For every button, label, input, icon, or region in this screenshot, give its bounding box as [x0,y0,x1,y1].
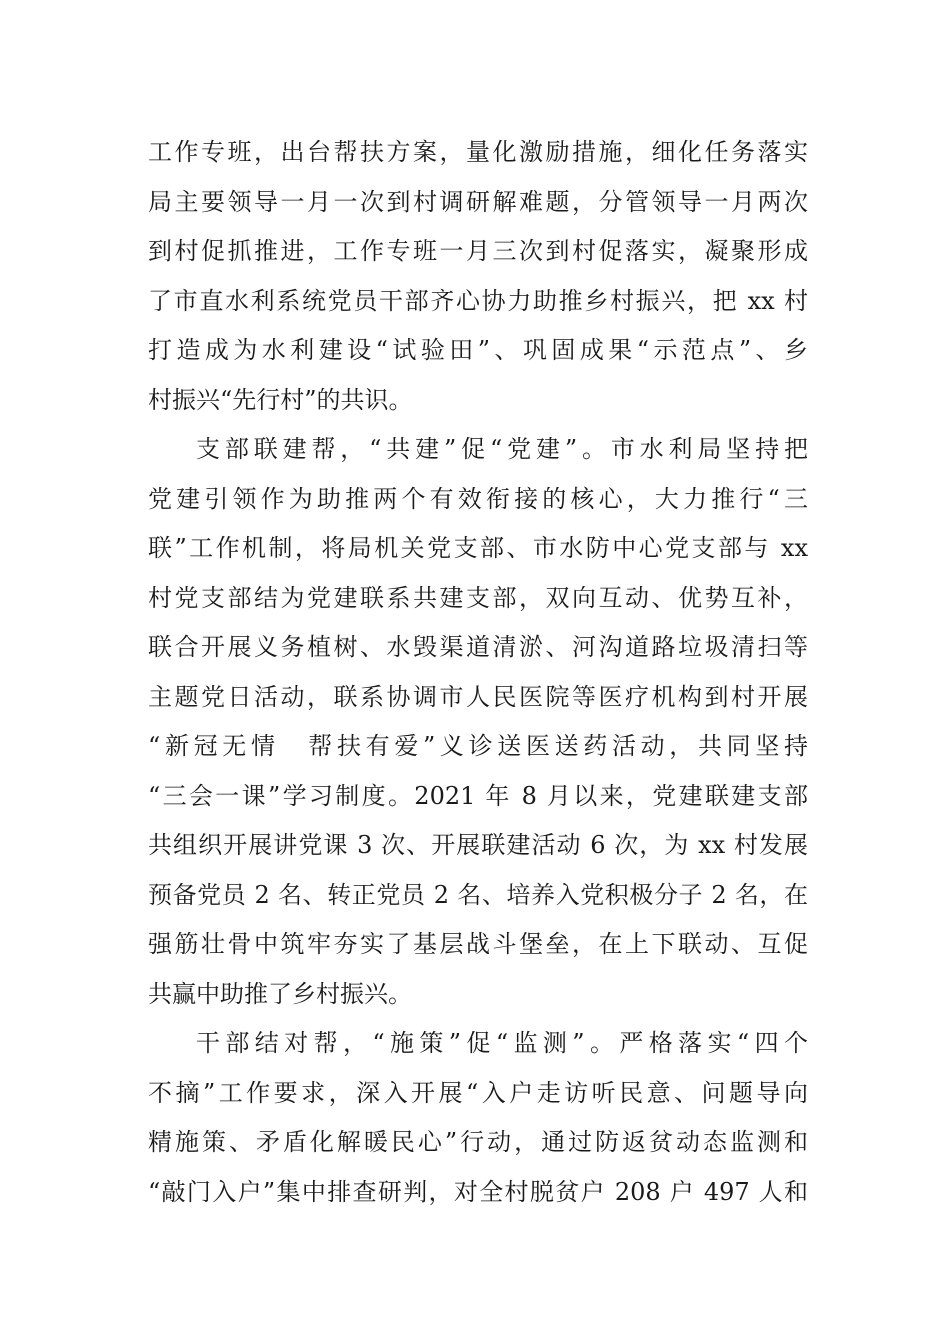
text-line: 不摘”工作要求，深入开展“入户走访听民意、问题导向 [148,1078,808,1107]
text-line: 了市直水利系统党员干部齐心协力助推乡村振兴，把 xx 村 [148,286,808,315]
text-line: 精施策、矛盾化解暖民心”行动，通过防返贫动态监测和 [148,1128,808,1156]
text-line: 局主要领导一月一次到村调研解难题，分管领导一月两次 [148,187,808,216]
text-line: 党建引领作为助推两个有效衔接的核心，大力推行“三 [148,484,808,513]
text-line: “敲门入户”集中排查研判，对全村脱贫户 208 户 497 人和 [148,1177,808,1206]
document-body [148,128,808,1217]
paragraph-start-line: 干部结对帮，“施策”促“监测”。严格落实“四个 [196,1029,808,1057]
text-line: 到村促抓推进，工作专班一月三次到村促落实，凝聚形成 [148,237,808,265]
text-line: “新冠无情 帮扶有爱”义诊送医送药活动，共同坚持 [148,732,808,760]
text-line: 预备党员 2 名、转正党员 2 名、培养入党积极分子 2 名，在 [148,880,808,909]
text-line: “三会一课”学习制度。2021 年 8 月以来，党建联建支部 [148,781,808,810]
text-line: 工作专班，出台帮扶方案，量化激励措施，细化任务落实 [148,138,808,166]
text-line: 打造成为水利建设“试验田”、巩固成果“示范点”、乡 [148,336,808,364]
text-line: 强筋壮骨中筑牢夯实了基层战斗堡垒，在上下联动、互促 [148,930,808,958]
text-line: 联”工作机制，将局机关党支部、市水防中心党支部与 xx [148,534,808,562]
text-line: 联合开展义务植树、水毁渠道清淤、河沟道路垃圾清扫等 [148,633,808,661]
text-line: 村党支部结为党建联系共建支部，双向互动、优势互补， [148,583,808,612]
text-line: 共赢中助推了乡村振兴。 [148,979,412,1008]
text-line: 村振兴“先行村”的共识。 [148,385,413,414]
paragraph-start-line: 支部联建帮，“共建”促“党建”。市水利局坚持把 [196,435,808,463]
text-line: 主题党日活动，联系协调市人民医院等医疗机构到村开展 [148,682,808,711]
text-line: 共组织开展讲党课 3 次、开展联建活动 6 次，为 xx 村发展 [148,831,808,859]
